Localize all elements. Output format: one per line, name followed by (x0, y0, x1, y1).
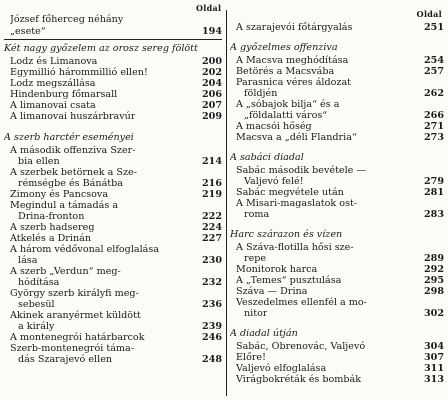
entry-title: Valjevó elfoglalása (236, 363, 327, 374)
entry-title: Lodz és Limanova (10, 56, 98, 67)
toc-entry (230, 209, 446, 220)
toc-entry (4, 255, 224, 266)
entry-title: Monitorok harca (236, 264, 318, 275)
entry-title: Szerb-montenegrói táma- (10, 343, 134, 354)
toc-entry (230, 77, 446, 88)
toc-entry (230, 187, 446, 198)
toc-entry (4, 100, 224, 111)
toc-entry (4, 26, 224, 37)
entry-title: A Misari-magaslatok ost- (236, 198, 358, 209)
toc-entry (4, 288, 224, 299)
page-number: 219 (201, 189, 222, 200)
toc-entry (4, 244, 224, 255)
page-number: 246 (201, 332, 222, 343)
entry-title: A szerbek betörnek a Sze- (10, 167, 137, 178)
page-number: 302 (423, 308, 444, 319)
top-rule-left (4, 39, 222, 40)
entry-title: rémségbe és Bánátba (18, 178, 124, 189)
toc-entry (4, 211, 224, 222)
page-number: 206 (201, 89, 222, 100)
page-number: 232 (201, 277, 222, 288)
toc-entry (4, 277, 224, 288)
toc-entry (4, 200, 224, 211)
entry-title: Drina-fronton (18, 211, 85, 222)
entry-title: Betörés a Macsvába (236, 66, 335, 77)
entry-title: A második offenziva Szer- (10, 145, 136, 156)
entry-title: lása (18, 255, 38, 266)
page-number: 283 (423, 209, 444, 220)
page-number: 254 (423, 55, 444, 66)
page-header-right: Oldal (416, 9, 442, 19)
entry-title: „földalatti város“ (244, 110, 328, 121)
page-number: 227 (201, 233, 222, 244)
section-heading: A győzelmes offenziva (230, 42, 338, 53)
entry-title: repe (244, 253, 267, 264)
toc-entry (230, 55, 446, 66)
entry-title: József főherceg néhány (10, 14, 124, 25)
toc-entry (230, 275, 446, 286)
entry-title: Akinek aranyérmet küldött (10, 310, 141, 321)
entry-title: Száva — Drina (236, 286, 308, 297)
page-number: 279 (423, 176, 444, 187)
entry-title: Sabác második bevétele — (236, 165, 367, 176)
toc-entry (4, 67, 224, 78)
toc-entry (4, 43, 224, 54)
entry-title: A szerb hadsereg (10, 222, 95, 233)
page-number: 202 (201, 67, 222, 78)
toc-entry (230, 99, 446, 110)
toc-entry (230, 341, 446, 352)
page-number: 200 (201, 56, 222, 67)
page-number: 281 (423, 187, 444, 198)
page-number: 266 (423, 110, 444, 121)
toc-entry (4, 14, 224, 25)
section-heading: Két nagy győzelem az orosz sereg fölött (4, 43, 198, 54)
toc-entry (230, 308, 446, 319)
toc-entry (4, 56, 224, 67)
toc-entry (4, 343, 224, 354)
toc-entry (230, 242, 446, 253)
page-number: 216 (201, 178, 222, 189)
section-heading: A szerb harctér eseményei (4, 132, 134, 143)
toc-entry (4, 167, 224, 178)
page-number: 273 (423, 132, 444, 143)
entry-title: Hindenburg főmarsall (10, 89, 118, 100)
toc-entry (4, 332, 224, 343)
page-number: 262 (423, 88, 444, 99)
toc-entry (4, 111, 224, 122)
entry-title: dás Szarajevó ellen (18, 354, 113, 365)
toc-entry (230, 363, 446, 374)
toc-entry (230, 176, 446, 187)
page-header-left: Oldal (196, 3, 222, 13)
toc-entry (230, 229, 446, 240)
toc-entry (230, 328, 446, 339)
toc-entry (4, 132, 224, 143)
page-number: 311 (423, 363, 444, 374)
toc-entry (4, 78, 224, 89)
page-number: 209 (201, 111, 222, 122)
toc-entry (230, 42, 446, 53)
toc-entry (4, 145, 224, 156)
entry-title: A montenegrói határbarcok (10, 332, 145, 343)
entry-title: földjén (244, 88, 278, 99)
entry-title: A Macsva meghódítása (236, 55, 349, 66)
page-number: 204 (201, 78, 222, 89)
section-heading: A diadal útján (230, 328, 298, 339)
section-heading: Harc szárazon és vízen (230, 229, 343, 240)
toc-entry (230, 374, 446, 385)
toc-entry (4, 321, 224, 332)
page-number: 194 (201, 26, 222, 37)
toc-entry (230, 152, 446, 163)
toc-entry (230, 198, 446, 209)
entry-title: A limanovai csata (10, 100, 96, 111)
page-number: 248 (201, 354, 222, 365)
entry-title: Parasnica véres áldozat (236, 77, 352, 88)
entry-title: „esete“ (10, 26, 46, 37)
entry-title: Megindul a támadás a (10, 200, 119, 211)
page-number: 207 (201, 100, 222, 111)
entry-title: Veszedelmes ellenfél a mo- (236, 297, 367, 308)
entry-title: A szerb „Verdun“ meg- (10, 266, 121, 277)
entry-title: A Száva-flotilla hősi sze- (236, 242, 354, 253)
toc-entry (230, 132, 446, 143)
page-number: 292 (423, 264, 444, 275)
page-number: 224 (201, 222, 222, 233)
page-number: 214 (201, 156, 222, 167)
toc-entry (230, 253, 446, 264)
entry-title: Virágbokréták és bombák (236, 374, 362, 385)
page-number: 271 (423, 121, 444, 132)
entry-title: sebesül (18, 299, 55, 310)
toc-entry (4, 189, 224, 200)
page-number: 236 (201, 299, 222, 310)
page-number: 239 (201, 321, 222, 332)
entry-title: A szarajevói főtárgyalás (236, 22, 353, 33)
entry-title: hódítása (18, 277, 60, 288)
page-number: 222 (201, 211, 222, 222)
toc-entry (230, 297, 446, 308)
toc-entry (4, 354, 224, 365)
toc-entry (4, 299, 224, 310)
toc-entry (4, 222, 224, 233)
section-heading: A sabáci diadal (230, 152, 304, 163)
entry-title: A macsói hőség (236, 121, 312, 132)
toc-entry (4, 156, 224, 167)
entry-title: bia ellen (18, 156, 60, 167)
toc-entry (230, 286, 446, 297)
page-number: 304 (423, 341, 444, 352)
toc-entry (4, 310, 224, 321)
toc-entry (230, 88, 446, 99)
entry-title: Sabác megvétele után (236, 187, 344, 198)
entry-title: nitor (244, 308, 268, 319)
entry-title: György szerb királyfi meg- (10, 288, 139, 299)
entry-title: a király (18, 321, 55, 332)
page-number: 307 (423, 352, 444, 363)
entry-title: Lodz megszállása (10, 78, 96, 89)
page-number: 251 (423, 22, 444, 33)
toc-entry (230, 165, 446, 176)
toc-entry (230, 352, 446, 363)
page-number: 257 (423, 66, 444, 77)
toc-entry (4, 89, 224, 100)
page-number: 295 (423, 275, 444, 286)
entry-title: Zimony és Pancsova (10, 189, 109, 200)
entry-title: Valjevó felé! (244, 176, 304, 187)
entry-title: Egymillió hárommillió ellen! (10, 67, 148, 78)
entry-title: A „Temes“ pusztulása (236, 275, 342, 286)
entry-title: Átkelés a Drinán (10, 233, 92, 244)
entry-title: Előre! (236, 352, 266, 363)
entry-title: A limanovai huszárbravúr (10, 111, 136, 122)
entry-title: A három védővonal elfoglalása (10, 244, 160, 255)
entry-title: A „sóbajok bilja“ és a (236, 99, 340, 110)
entry-title: roma (244, 209, 270, 220)
toc-entry (4, 233, 224, 244)
column-divider (226, 10, 227, 396)
page-number: 230 (201, 255, 222, 266)
page-number: 313 (423, 374, 444, 385)
entry-title: Macsva a „déli Flandria“ (236, 132, 357, 143)
page-number: 298 (423, 286, 444, 297)
toc-entry (230, 121, 446, 132)
page-number: 289 (423, 253, 444, 264)
toc-entry (230, 66, 446, 77)
toc-entry (230, 22, 446, 33)
toc-entry (230, 110, 446, 121)
toc-entry (230, 264, 446, 275)
entry-title: Sabác, Obrenovác, Valjevó (236, 341, 366, 352)
toc-entry (4, 266, 224, 277)
toc-entry (4, 178, 224, 189)
